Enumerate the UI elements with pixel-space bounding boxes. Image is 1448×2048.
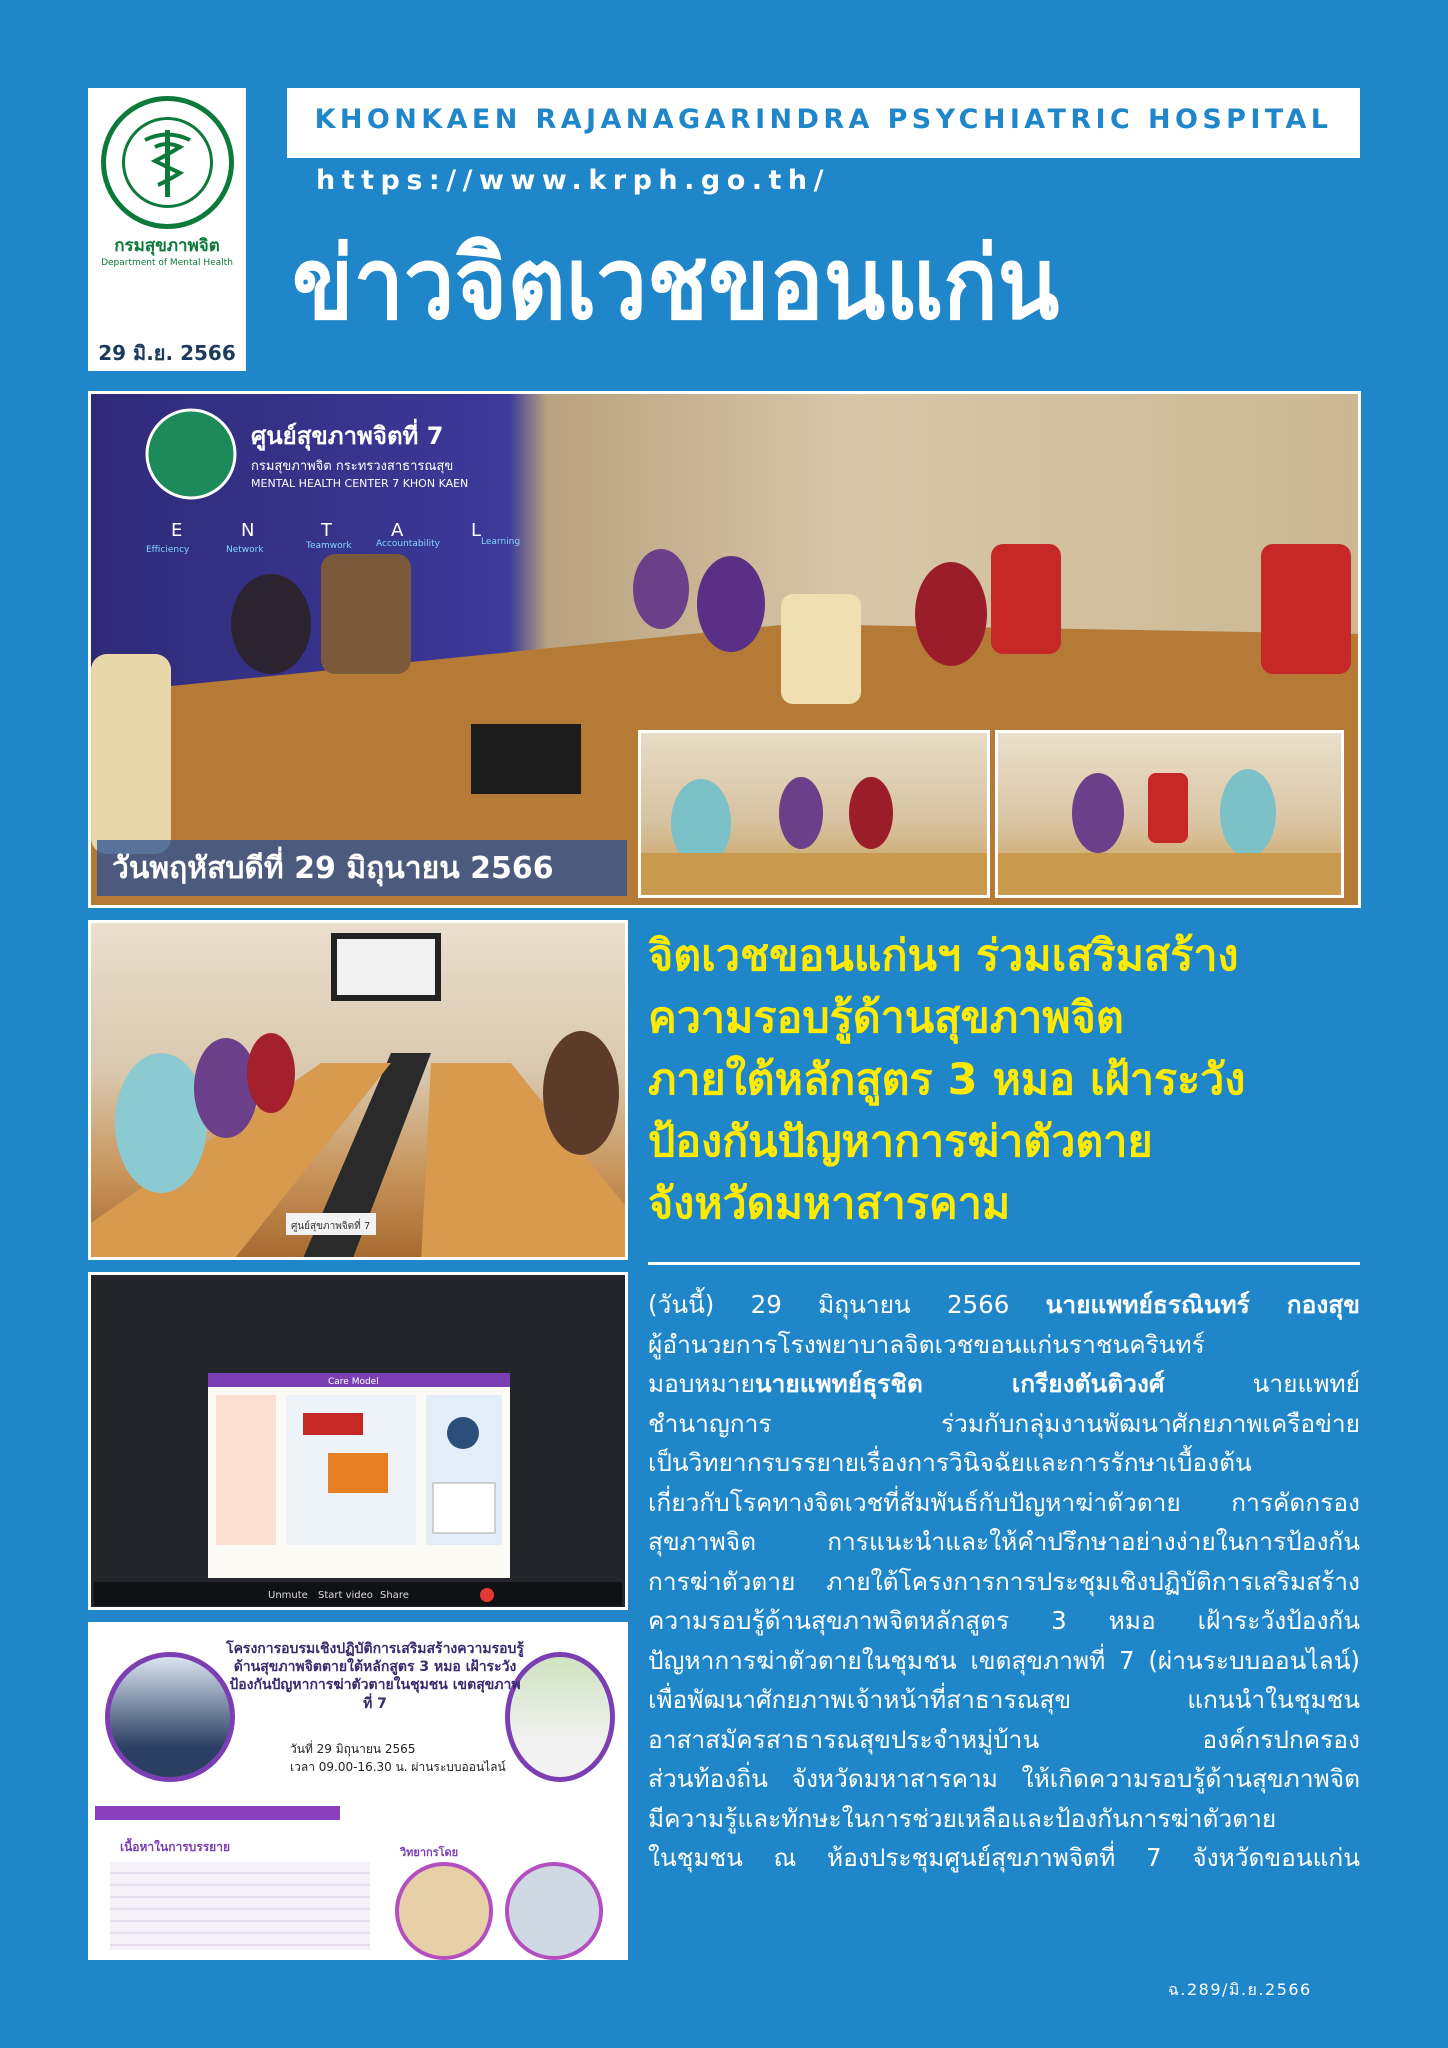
body-line: ปัญหาการฆ่าตัวตายในชุมชน เขตสุขภาพที่ 7 (ผ่านระบบออนไลน์) (648, 1645, 1360, 1675)
svg-text:N: N (241, 520, 255, 541)
svg-text:Network: Network (226, 545, 264, 555)
department-name: กรมสุขภาพจิต (114, 236, 220, 256)
body-line: ส่วนท้องถิ่น จังหวัดมหาสารคาม ให้เกิดความรอบรู้ด้านสุขภาพจิต (648, 1764, 1360, 1793)
share-button: Share (380, 1590, 409, 1601)
body-line: ผู้อำนวยการโรงพยาบาลจิตเวชขอนแก่นราชนครินทร์ (648, 1329, 1205, 1359)
poster-schedule (290, 1740, 506, 1776)
body-line: เป็นวิทยากรบรรยายเรื่องการวินิจฉัยและการรักษาเบื้องต้น (648, 1448, 1252, 1477)
ministry-seal-icon (100, 95, 235, 230)
banner-subtitle: กรมสุขภาพจิต กระทรวงสาธารณสุข (251, 459, 454, 474)
poster-name-band (95, 1806, 340, 1820)
newsletter-masthead: ข่าวจิตเวชขอนแก่น (292, 225, 1060, 342)
body-line: สุขภาพจิต การแนะนำและให้คำปรึกษาอย่างง่ายในการป้องกัน (648, 1527, 1360, 1556)
banner-english: MENTAL HEALTH CENTER 7 KHON KAEN (251, 477, 469, 490)
headline-line: ภายใต้หลักสูตร 3 หมอ เฝ้าระวัง (648, 1055, 1246, 1105)
start-video-button: Start video (318, 1590, 373, 1601)
hospital-name: KHONKAEN RAJANAGARINDRA PSYCHIATRIC HOSPITAL (314, 104, 1333, 135)
director-portrait (105, 1652, 235, 1782)
values-letters (171, 520, 481, 541)
headline-line: ป้องกันปัญหาการฆ่าตัวตาย (648, 1117, 1153, 1167)
svg-text:Efficiency: Efficiency (146, 545, 190, 555)
body-line: การฆ่าตัวตาย ภายใต้โครงการการประชุมเชิงปฏิบัติการเสริมสร้าง (648, 1566, 1360, 1596)
body-line: เกี่ยวกับโรคทางจิตเวชที่สัมพันธ์กับปัญหาฆ่าตัวตาย การคัดกรอง (648, 1487, 1360, 1517)
poster-time: เวลา 09.00-16.30 น. ผ่านระบบออนไลน์ (290, 1760, 506, 1774)
poster-speaker-label: วิทยากรโดย (400, 1846, 459, 1859)
body-line: ชำนาญการ ร่วมกับกลุ่มงานพัฒนาศักยภาพเครือข่าย (648, 1408, 1360, 1438)
website-url[interactable]: https://www.krph.go.th/ (316, 165, 831, 196)
speaker-name: นายแพทย์ธุรชิต เกรียงตันติวงศ์ (754, 1369, 1165, 1398)
room-nameplate: ศูนย์สุขภาพจิตที่ 7 (291, 1221, 371, 1232)
speaker-photo-1 (395, 1862, 493, 1960)
conference-table-photo (88, 920, 628, 1260)
banner-title: ศูนย์สุขภาพจิตที่ 7 (251, 422, 444, 450)
issue-date: 29 มิ.ย. 2566 (98, 341, 236, 365)
body-line: อาสาสมัครสาธารณสุขประจำหมู่บ้าน องค์กรปกครอง (648, 1724, 1360, 1754)
poster-content-label: เนื้อหาในการบรรยาย (120, 1840, 230, 1854)
slide-title: Care Model (328, 1377, 379, 1387)
body-line: ความรอบรู้ด้านสุขภาพจิตหลักสูตร 3 หมอ เฝ้าระวังป้องกัน (648, 1606, 1360, 1635)
headline-line: จิตเวชขอนแก่นฯ ร่วมเสริมสร้าง (648, 931, 1239, 981)
body-line: ในชุมชน ณ ห้องประชุมศูนย์สุขภาพจิตที่ 7 จังหวัดขอนแก่น (648, 1843, 1360, 1872)
body-line: มอบหมายนายแพทย์ธุรชิต เกรียงตันติวงศ์ นายแพทย์ (648, 1369, 1360, 1398)
body-line: มีความรู้และทักษะในการช่วยเหลือและป้องกันการฆ่าตัวตาย (648, 1803, 1277, 1833)
department-name-en: Department of Mental Health (101, 258, 233, 268)
meeting-inset-photo-1 (638, 730, 990, 898)
headline-line: จังหวัดมหาสารคาม (648, 1179, 1011, 1229)
svg-text:Accountability: Accountability (376, 539, 440, 549)
svg-text:Teamwork: Teamwork (306, 541, 352, 551)
unmute-button: Unmute (268, 1590, 308, 1601)
headline-line: ความรอบรู้ด้านสุขภาพจิต (648, 993, 1124, 1043)
poster-topic-list (110, 1862, 370, 1950)
presentation-slide (208, 1373, 510, 1578)
poster-title: โครงการอบรมเชิงปฏิบัติการเสริมสร้างความรอบรู้ด้านสุขภาพจิตตายใต้หลักสูตร 3 หมอ เฝ้าระวังป้องกันปัญหาการฆ่าตัวตายในชุมชน เขตสุขภาพที่ 7 (226, 1641, 524, 1712)
poster-date: วันที่ 29 มิถุนายน 2565 (290, 1742, 416, 1756)
svg-text:T: T (321, 520, 332, 541)
end-call-icon (480, 1588, 494, 1602)
divider (648, 1262, 1360, 1265)
body-line: เพื่อพัฒนาศักยภาพเจ้าหน้าที่สาธารณสุข แกนนำในชุมชน (648, 1685, 1360, 1714)
body-line: (วันนี้) 29 มิถุนายน 2566 นายแพทย์ธรณินทร์ กองสุข (648, 1290, 1361, 1319)
svg-text:E: E (171, 520, 183, 541)
article-body (648, 1285, 1360, 1878)
values-words (146, 537, 520, 555)
article-headline (648, 925, 1360, 1235)
svg-text:A: A (391, 520, 404, 541)
document-reference: ฉ.289/มิ.ย.2566 (1168, 1980, 1312, 1999)
speaker-photo-2 (505, 1862, 603, 1960)
svg-text:Learning: Learning (481, 537, 521, 547)
meeting-inset-photo-2 (995, 730, 1344, 898)
photo-date-caption: วันพฤหัสบดีที่ 29 มิถุนายน 2566 (112, 851, 554, 886)
svg-text:L: L (471, 520, 482, 541)
director-name: นายแพทย์ธรณินทร์ กองสุข (1045, 1290, 1361, 1319)
